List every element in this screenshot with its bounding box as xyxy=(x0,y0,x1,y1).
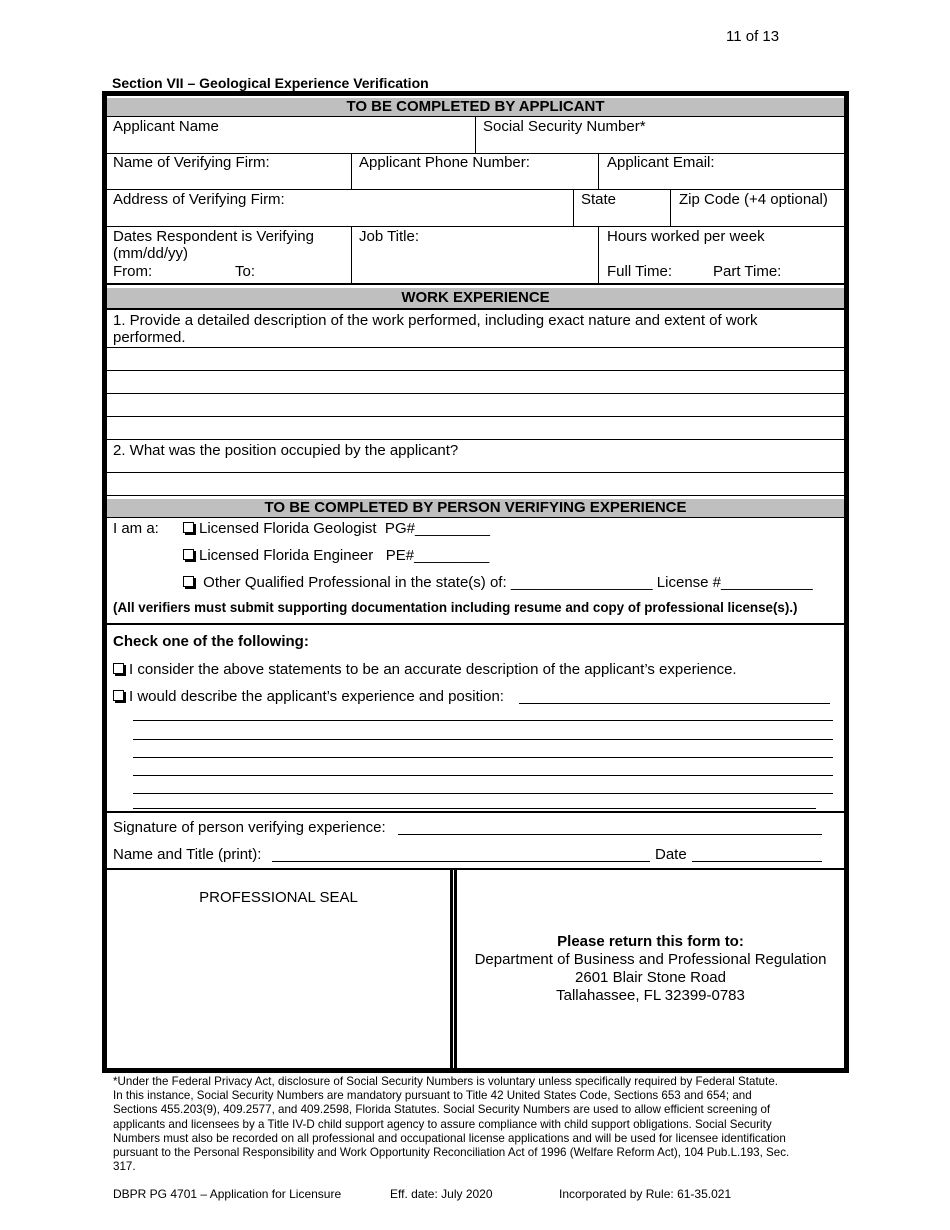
answer-line xyxy=(107,370,844,371)
name-title-label: Name and Title (print): xyxy=(113,846,262,863)
footnote-line: *Under the Federal Privacy Act, disclosure of Social Security Numbers is voluntary unless specifically required by Federal Statute. xyxy=(113,1075,779,1088)
answer-line xyxy=(107,393,844,394)
checkbox-icon[interactable] xyxy=(183,522,194,533)
signature-label: Signature of person verifying experience: xyxy=(113,819,386,836)
describe-line[interactable] xyxy=(133,793,833,794)
verifier-header: TO BE COMPLETED BY PERSON VERIFYING EXPERIENCE xyxy=(107,499,844,517)
describe-line[interactable] xyxy=(133,775,833,776)
zip-label: Zip Code (+4 optional) xyxy=(679,191,828,208)
question-1-line1: 1. Provide a detailed description of the work performed, including exact nature and extent of work xyxy=(113,312,758,329)
footnote-line: Sections 455.203(9), 409.2577, and 409.2598, Florida Statutes. Social Security Numbers are used to allow efficient screening of xyxy=(113,1103,771,1117)
footer-eff-date: Eff. date: July 2020 xyxy=(390,1187,493,1201)
dates-label-line2: (mm/dd/yy) xyxy=(113,245,188,262)
return-city: Tallahassee, FL 32399-0783 xyxy=(556,987,745,1004)
option-describe[interactable]: I would describe the applicant’s experience and position: xyxy=(113,688,504,706)
phone-label: Applicant Phone Number: xyxy=(359,154,530,171)
question-2: 2. What was the position occupied by the applicant? xyxy=(113,442,459,459)
checkbox-icon[interactable] xyxy=(113,690,124,701)
applicant-name-label: Applicant Name xyxy=(113,118,219,135)
return-heading: Please return this form to: xyxy=(557,933,744,950)
describe-line[interactable] xyxy=(133,720,833,721)
firm-address-label: Address of Verifying Firm: xyxy=(113,191,285,208)
footnote-line: applicants and licensees by a Title IV-D child support agency to assure compliance with child support obligations. Social Security xyxy=(113,1117,772,1131)
option-geologist[interactable]: Licensed Florida Geologist PG#_________ xyxy=(183,520,490,538)
to-label: To: xyxy=(235,263,256,280)
question-1-line2: performed. xyxy=(113,329,186,346)
footnote-line: In this instance, Social Security Numbers are mandatory pursuant to Title 42 United States Code, Sections 653 and 654; and xyxy=(113,1089,752,1103)
full-time-label: Full Time: xyxy=(607,263,673,280)
option-other[interactable]: Other Qualified Professional in the state(s) of: _________________ License #___________ xyxy=(183,574,813,592)
option-engineer[interactable]: Licensed Florida Engineer PE#_________ xyxy=(183,547,489,565)
describe-line[interactable] xyxy=(133,808,816,809)
email-label: Applicant Email: xyxy=(607,154,715,171)
return-address: 2601 Blair Stone Road xyxy=(575,969,726,986)
answer-line xyxy=(107,347,844,348)
describe-line[interactable] xyxy=(519,703,830,704)
signature-line[interactable] xyxy=(398,834,822,835)
seal-divider xyxy=(450,870,457,1068)
verifier-note: (All verifiers must submit supporting documentation including resume and copy of professional license(s).) xyxy=(113,600,798,615)
firm-name-label: Name of Verifying Firm: xyxy=(113,154,270,171)
answer-line xyxy=(107,416,844,417)
dates-label-line1: Dates Respondent is Verifying xyxy=(113,228,314,245)
checkbox-icon[interactable] xyxy=(183,549,194,560)
section-title: Section VII – Geological Experience Verification xyxy=(112,75,429,91)
answer-line xyxy=(107,472,844,473)
work-experience-header: WORK EXPERIENCE xyxy=(107,288,844,308)
date-line[interactable] xyxy=(692,861,822,862)
i-am-a-label: I am a: xyxy=(113,520,159,537)
footnote-line: 317. xyxy=(113,1160,136,1174)
applicant-header: TO BE COMPLETED BY APPLICANT xyxy=(107,98,844,116)
date-label: Date xyxy=(655,846,687,863)
footer-form-id: DBPR PG 4701 – Application for Licensure xyxy=(113,1187,342,1201)
privacy-footnote xyxy=(113,1075,848,1174)
describe-line[interactable] xyxy=(133,757,833,758)
checkbox-icon[interactable] xyxy=(113,663,124,674)
ssn-label: Social Security Number* xyxy=(483,118,646,135)
from-label: From: xyxy=(113,263,153,280)
footer-rule: Incorporated by Rule: 61-35.021 xyxy=(559,1187,732,1201)
professional-seal-label: PROFESSIONAL SEAL xyxy=(199,889,358,906)
hours-label: Hours worked per week xyxy=(607,228,765,245)
option-accurate[interactable]: I consider the above statements to be an accurate description of the applicant’s experience. xyxy=(113,661,737,679)
answer-line xyxy=(107,439,844,440)
footnote-line: Numbers must also be recorded on all professional and occupational license applications and will be used for licensee identification xyxy=(113,1131,786,1145)
page-number: 11 of 13 xyxy=(726,28,780,45)
job-title-label: Job Title: xyxy=(359,228,420,245)
check-one-label: Check one of the following: xyxy=(113,633,309,650)
describe-line[interactable] xyxy=(133,739,833,740)
return-department: Department of Business and Professional Regulation xyxy=(474,951,827,968)
footnote-line: pursuant to the Personal Responsibility and Work Opportunity Reconciliation Act of 1996 (Welfare Reform Act), 104 Pub.L.193, Sec. xyxy=(113,1146,790,1160)
name-title-line[interactable] xyxy=(272,861,650,862)
state-label: State xyxy=(581,191,617,208)
part-time-label: Part Time: xyxy=(713,263,782,280)
checkbox-icon[interactable] xyxy=(183,576,194,587)
